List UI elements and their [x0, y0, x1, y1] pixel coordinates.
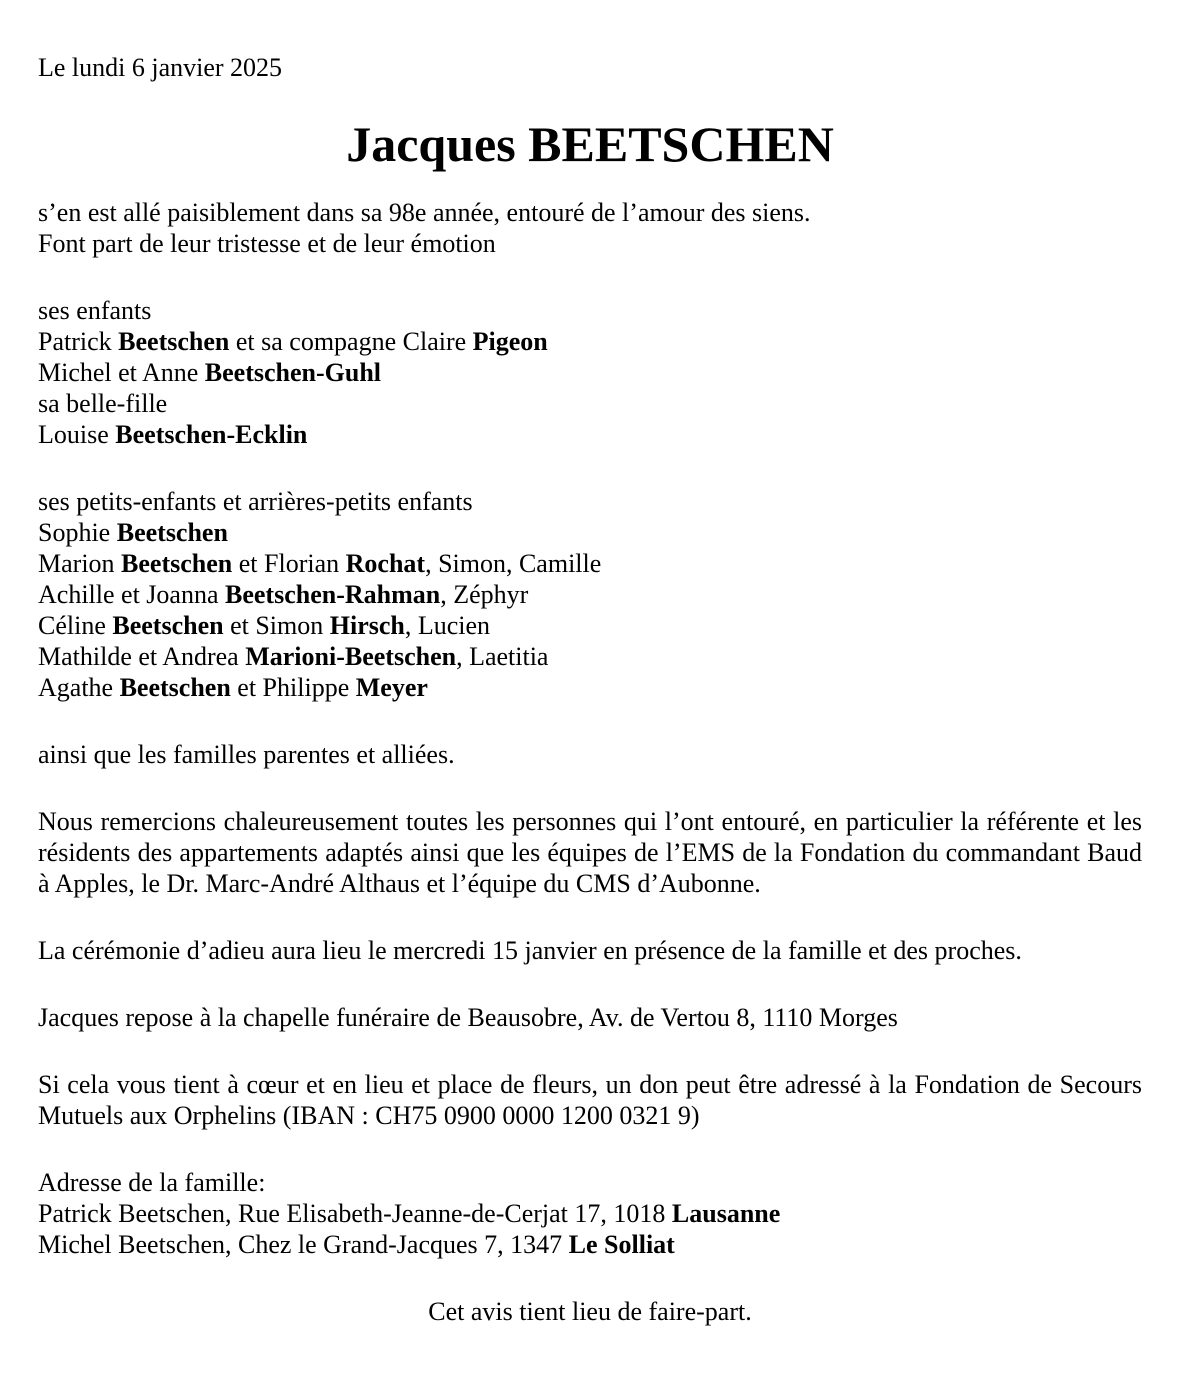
text-segment-bold: Meyer: [355, 673, 428, 702]
text-segment: Louise: [38, 420, 116, 449]
text-line: [38, 1002, 1142, 1033]
text-segment: Patrick: [38, 327, 119, 356]
text-segment-bold: Beetschen-Rahman: [225, 580, 441, 609]
text-segment: Adresse de la famille:: [38, 1168, 266, 1197]
text-segment-bold: Beetschen: [112, 611, 224, 640]
text-line: [38, 1198, 1142, 1229]
text-segment-bold: Beetschen-Guhl: [204, 358, 382, 387]
text-segment: Marion: [38, 549, 122, 578]
text-segment-bold: Beetschen: [118, 327, 230, 356]
repose-line: [38, 1002, 1142, 1033]
intro-paragraph: [38, 197, 1142, 259]
text-segment: Nous remercions chaleureusement toutes les personnes qui l’ont entouré, en particulier la référente et les résidents des appartements adaptés ainsi que les équipes de l’EMS de la Fondation du commandant Baud à Apples, le Dr. Marc-André Althaus et l’équipe du CMS d’Aubonne.: [38, 807, 1142, 898]
text-line: [38, 806, 1142, 899]
text-line: [38, 197, 1142, 228]
text-segment-bold: Le Solliat: [568, 1230, 675, 1259]
date-line: Le lundi 6 janvier 2025: [38, 53, 283, 82]
ceremony-line: [38, 935, 1142, 966]
text-segment: , Simon, Camille: [425, 549, 602, 578]
text-segment: La cérémonie d’adieu aura lieu le mercredi 15 janvier en présence de la famille et des proches.: [38, 936, 1022, 965]
text-line: [38, 295, 1142, 326]
text-segment: sa belle-fille: [38, 389, 168, 418]
text-segment: , Lucien: [404, 611, 491, 640]
text-segment: et sa compagne Claire: [229, 327, 473, 356]
text-segment: Achille et Joanna: [38, 580, 225, 609]
text-segment: Michel Beetschen, Chez le Grand-Jacques 7, 1347: [38, 1230, 569, 1259]
text-line: [38, 486, 1142, 517]
text-line: [38, 1296, 1142, 1327]
text-line: [38, 579, 1142, 610]
text-segment: Michel et Anne: [38, 358, 205, 387]
text-segment: Font part de leur tristesse et de leur émotion: [38, 229, 496, 258]
text-segment: s’en est allé paisiblement dans sa 98e année, entouré de l’amour des siens.: [38, 198, 811, 227]
text-line: [38, 1229, 1142, 1260]
text-segment-bold: Marioni-Beetschen: [245, 642, 457, 671]
text-segment: , Zéphyr: [440, 580, 529, 609]
families-line: [38, 739, 1142, 770]
text-line: [38, 641, 1142, 672]
text-line: [38, 739, 1142, 770]
text-segment: Cet avis tient lieu de faire-part.: [428, 1297, 752, 1326]
text-line: [38, 1167, 1142, 1198]
text-line: [38, 935, 1142, 966]
text-line: [38, 517, 1142, 548]
text-segment: Jacques repose à la chapelle funéraire de Beausobre, Av. de Vertou 8, 1110 Morges: [38, 1003, 898, 1032]
thanks-paragraph: [38, 806, 1142, 899]
text-segment-bold: Beetschen-Ecklin: [115, 420, 308, 449]
text-line: [38, 610, 1142, 641]
text-segment: Mathilde et Andrea: [38, 642, 246, 671]
notice-body: [38, 197, 1142, 1327]
text-segment-bold: Beetschen: [121, 549, 233, 578]
text-segment: ses enfants: [38, 296, 152, 325]
text-line: [38, 326, 1142, 357]
text-segment: ainsi que les familles parentes et alliées.: [38, 740, 455, 769]
text-segment: Agathe: [38, 673, 120, 702]
text-line: [38, 672, 1142, 703]
text-segment: Si cela vous tient à cœur et en lieu et place de fleurs, un don peut être adressé à la Fondation de Secours Mutuels aux Orphelins (IBAN : CH75 0900 0000 1200 0321 9): [38, 1070, 1142, 1130]
text-segment-bold: Hirsch: [329, 611, 405, 640]
text-segment: , Laetitia: [456, 642, 549, 671]
closing-line: [38, 1296, 1142, 1327]
text-segment-bold: Beetschen: [119, 673, 231, 702]
text-segment-bold: Rochat: [345, 549, 426, 578]
text-segment: et Simon: [223, 611, 330, 640]
text-line: [38, 228, 1142, 259]
text-segment: et Philippe: [230, 673, 356, 702]
text-segment: et Florian: [232, 549, 346, 578]
text-segment: Patrick Beetschen, Rue Elisabeth-Jeanne-de-Cerjat 17, 1018: [38, 1199, 672, 1228]
text-segment: Céline: [38, 611, 113, 640]
text-line: [38, 419, 1142, 450]
children-list: [38, 295, 1142, 450]
text-segment-bold: Pigeon: [472, 327, 548, 356]
address-block: [38, 1167, 1142, 1260]
grandchildren-list: [38, 486, 1142, 703]
text-line: [38, 357, 1142, 388]
text-segment: ses petits-enfants et arrières-petits enfants: [38, 487, 473, 516]
text-segment: Sophie: [38, 518, 117, 547]
text-line: [38, 548, 1142, 579]
text-segment-bold: Beetschen: [116, 518, 228, 547]
text-line: [38, 388, 1142, 419]
text-line: [38, 1069, 1142, 1131]
notice-title: Jacques BEETSCHEN: [346, 116, 834, 172]
text-segment-bold: Lausanne: [671, 1199, 781, 1228]
donation-paragraph: [38, 1069, 1142, 1131]
